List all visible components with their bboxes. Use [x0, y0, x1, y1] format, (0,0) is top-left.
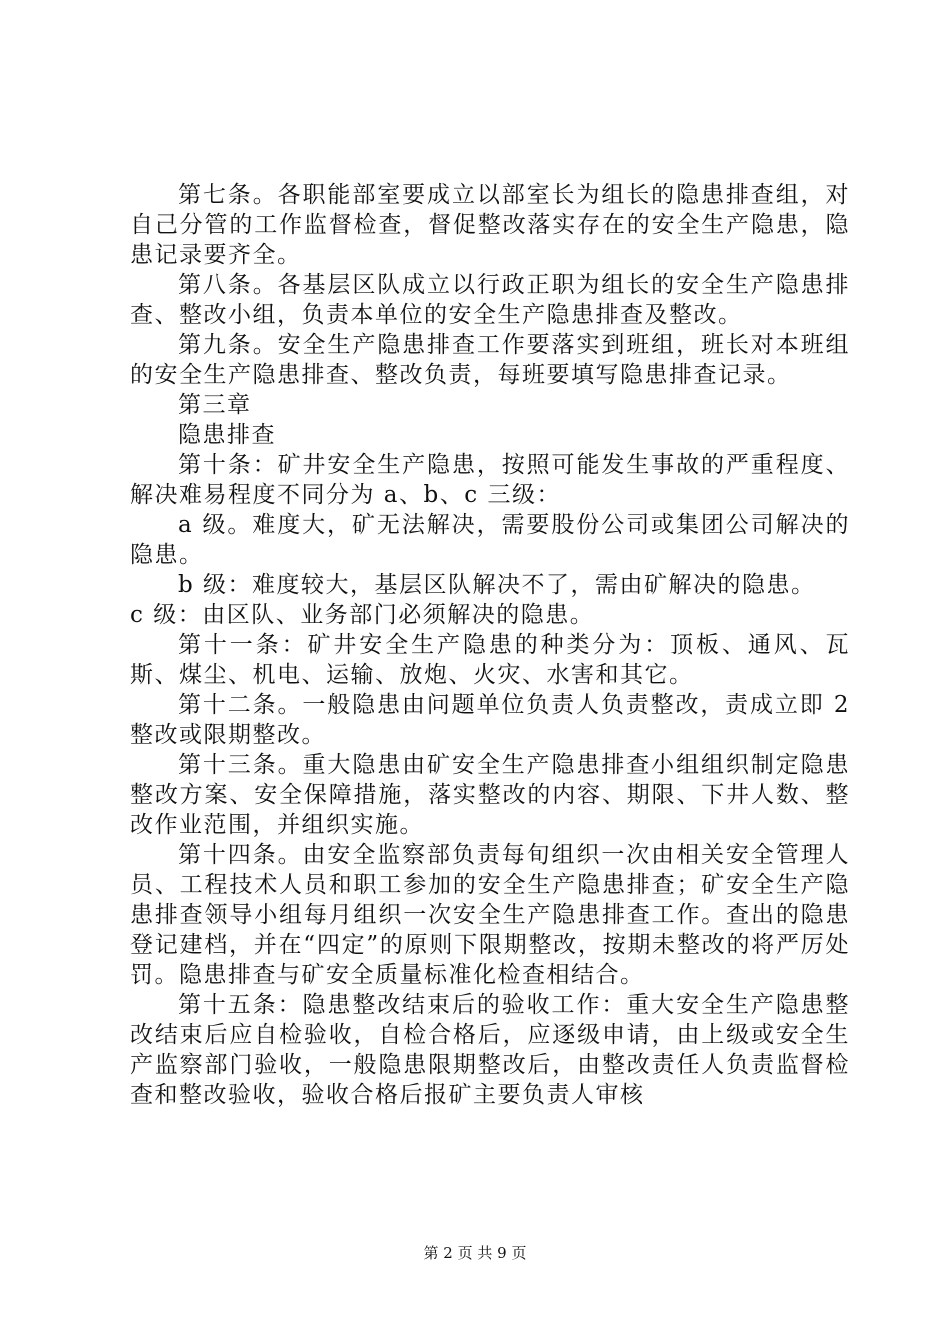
- article-7: 第七条。各职能部室要成立以部室长为组长的隐患排查组，对自己分管的工作监督检查，督促整改落实存在的安全生产隐患，隐患记录要齐全。: [130, 182, 850, 268]
- grade-c-definition: c 级：由区队、业务部门必须解决的隐患。: [130, 602, 595, 628]
- article-14: 第十四条。由安全监察部负责每旬组织一次由相关安全管理人员、工程技术人员和职工参加的安全生产隐患排查；矿安全生产隐患排查领导小组每月组织一次安全生产隐患排查工作。查出的隐患登记建档，并在“四定”的原则下限期整改，按期未整改的将严厉处罚。隐患排查与矿安全质量标准化检查相结合。: [130, 842, 850, 988]
- grade-a-definition: a 级。难度大，矿无法解决，需要股份公司或集团公司解决的隐患。: [130, 512, 850, 568]
- article-10: 第十条：矿井安全生产隐患，按照可能发生事故的严重程度、解决难易程度不同分为 a、b、c 三级：: [130, 452, 850, 508]
- article-13: 第十三条。重大隐患由矿安全生产隐患排查小组组织制定隐患整改方案、安全保障措施，落实整改的内容、期限、下井人数、整改作业范围，并组织实施。: [130, 752, 850, 838]
- article-9: 第九条。安全生产隐患排查工作要落实到班组，班长对本班组的安全生产隐患排查、整改负责，每班要填写隐患排查记录。: [130, 332, 850, 388]
- article-11: 第十一条：矿井安全生产隐患的种类分为：顶板、通风、瓦斯、煤尘、机电、运输、放炮、火灾、水害和其它。: [130, 632, 850, 688]
- page-footer: [0, 1243, 950, 1263]
- article-8: 第八条。各基层区队成立以行政正职为组长的安全生产隐患排查、整改小组，负责本单位的安全生产隐患排查及整改。: [130, 272, 850, 328]
- chapter-title: 隐患排查: [178, 422, 276, 448]
- page-number: 第 2 页 共 9 页: [423, 1244, 527, 1262]
- article-15: 第十五条：隐患整改结束后的验收工作：重大安全生产隐患整改结束后应自检验收，自检合格后，应逐级申请，由上级或安全生产监察部门验收，一般隐患限期整改后，由整改责任人负责监督检查和整改验收，验收合格后报矿主要负责人审核: [130, 992, 850, 1108]
- grade-b-definition: b 级：难度较大，基层区队解决不了，需由矿解决的隐患。: [178, 572, 816, 598]
- chapter-heading: 第三章: [178, 392, 252, 418]
- document-body: [130, 180, 850, 1110]
- article-12: 第十二条。一般隐患由问题单位负责人负责整改，责成立即 2 整改或限期整改。: [130, 692, 850, 748]
